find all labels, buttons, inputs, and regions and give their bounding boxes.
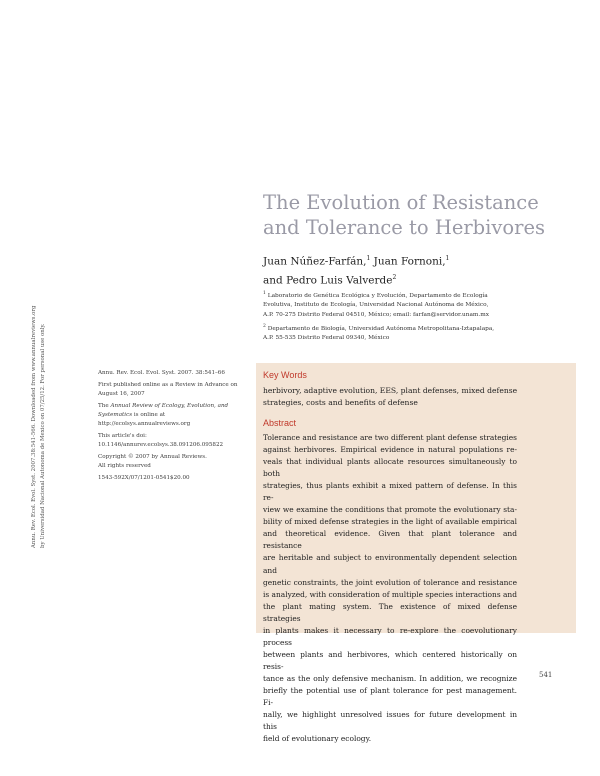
download-note-line: by Universidad Nacional Autonoma de Mexico on 07/25/12. For personal use only.: [40, 323, 46, 548]
key-words-line: strategies, costs and benefits of defense: [263, 398, 418, 407]
copyright-text: Copyright © 2007 by Annual Reviews.: [98, 453, 207, 460]
publication-info: [98, 369, 248, 486]
article-title: [263, 190, 573, 240]
abstract-line: genetic constraints, the joint evolution of tolerance and resistance: [263, 577, 517, 587]
author-line: [263, 251, 563, 270]
rights-text: All rights reserved: [98, 462, 151, 469]
affiliation: [263, 289, 531, 320]
title-line: and Tolerance to Herbivores: [263, 216, 546, 239]
affiliations: [263, 289, 531, 345]
affiliation-marker: 1: [263, 291, 266, 296]
affiliation-line: A.P. 70-275 Distrito Federal 04510, México; email: farfan@servidor.unam.mx: [263, 311, 490, 318]
author-name: and Pedro Luis Valverde: [263, 274, 393, 286]
first-published-text: First published online as a Review in Advance on: [98, 382, 238, 389]
abstract-line: bility of mixed defense strategies in the light of available empirical: [263, 517, 517, 527]
journal-name: Annual Review of Ecology, Evolution, and: [110, 403, 229, 410]
affiliation-line: [263, 289, 531, 301]
abstract-line: against herbivores. Empirical evidence in natural populations re-: [263, 445, 517, 455]
abstract-heading: Abstract: [263, 418, 297, 428]
abstract-line: briefly the potential use of plant tolerance for pest management. Fi-: [263, 685, 517, 708]
journal-info: [98, 402, 248, 428]
abstract-line: view we examine the conditions that promote the evolutionary sta-: [263, 505, 517, 515]
key-words-text: [263, 385, 518, 409]
page-number: 541: [539, 671, 553, 679]
affiliation: [263, 322, 531, 344]
title-line: The Evolution of Resistance: [263, 191, 539, 214]
citation: Annu. Rev. Ecol. Evol. Syst. 2007. 38:541–66: [98, 370, 225, 376]
abstract-line: nally, we highlight unresolved issues for future development in this: [263, 710, 517, 732]
doi-link[interactable]: 10.1146/annurev.ecolsys.38.091206.095822: [98, 441, 224, 448]
affiliation-text: Laboratorio de Genética Ecológica y Evolución, Departamento de Ecología: [267, 292, 488, 299]
affiliation-marker: 2: [263, 323, 266, 329]
affiliation-line: A.P. 55-535 Distrito Federal 09340, México: [263, 335, 390, 342]
doi-label: This article's doi:: [98, 432, 147, 439]
author-list: [263, 251, 563, 288]
issn: 1543-592X/07/1201-0541$20.00: [98, 474, 190, 481]
abstract-line: strategies, thus plants exhibit a mixed pattern of defense. In this re-: [263, 481, 517, 503]
abstract-text: [263, 432, 517, 745]
abstract-line: field of evolutionary ecology.: [263, 734, 372, 744]
download-note: [30, 248, 48, 548]
author-line: [263, 270, 563, 289]
download-note-line: Annu. Rev. Ecol. Evol. Syst. 2007.38:541-566. Downloaded from www.annualreviews.org: [31, 305, 37, 548]
first-published: [98, 381, 248, 398]
abstract-line: the plant mating system. The existence of mixed defense strategies: [263, 601, 517, 623]
abstract-line: tance as the only defensive mechanism. In addition, we recognize: [263, 673, 517, 683]
journal-name: Systematics: [98, 411, 133, 418]
affiliation-line: [263, 322, 531, 334]
abstract-line: veals that individual plants allocate resources simultaneously to both: [263, 457, 517, 479]
key-words-line: herbivory, adaptive evolution, EES, plant defenses, mixed defense: [263, 386, 518, 395]
copyright: [98, 453, 248, 470]
abstract-line: and theoretical evidence. Given that plant tolerance and resistance: [263, 529, 517, 551]
doi-info: [98, 432, 248, 449]
journal-suffix: is online at: [132, 411, 166, 418]
affiliation-text: Departamento de Biología, Universidad Autónoma Metropolitana-Iztapalapa,: [267, 325, 495, 332]
journal-prefix: The: [98, 403, 111, 410]
affiliation-line: Evolutiva, Instituto de Ecología, Universidad Nacional Autónoma de México,: [263, 302, 489, 309]
author-name: Juan Fornoni,: [373, 255, 446, 268]
abstract-line: Tolerance and resistance are two different plant defense strategies: [263, 433, 517, 442]
affiliation-marker: 1: [366, 255, 371, 262]
abstract-line: in plants makes it necessary to re-explore the coevolutionary process: [263, 625, 517, 647]
abstract-line: is analyzed, with consideration of multiple species interactions and: [263, 589, 517, 599]
first-published-date: August 16, 2007: [98, 390, 145, 397]
abstract-line: are heritable and subject to environmentally dependent selection and: [263, 553, 517, 575]
key-words-heading: Key Words: [263, 370, 307, 380]
abstract-line: between plants and herbivores, which centered historically on resis-: [263, 649, 517, 671]
affiliation-marker: 2: [392, 273, 397, 281]
affiliation-marker: 1: [445, 255, 450, 262]
journal-url[interactable]: http://ecolsys.annualreviews.org: [98, 420, 191, 427]
author-name: Juan Núñez-Farfán,: [263, 255, 367, 268]
